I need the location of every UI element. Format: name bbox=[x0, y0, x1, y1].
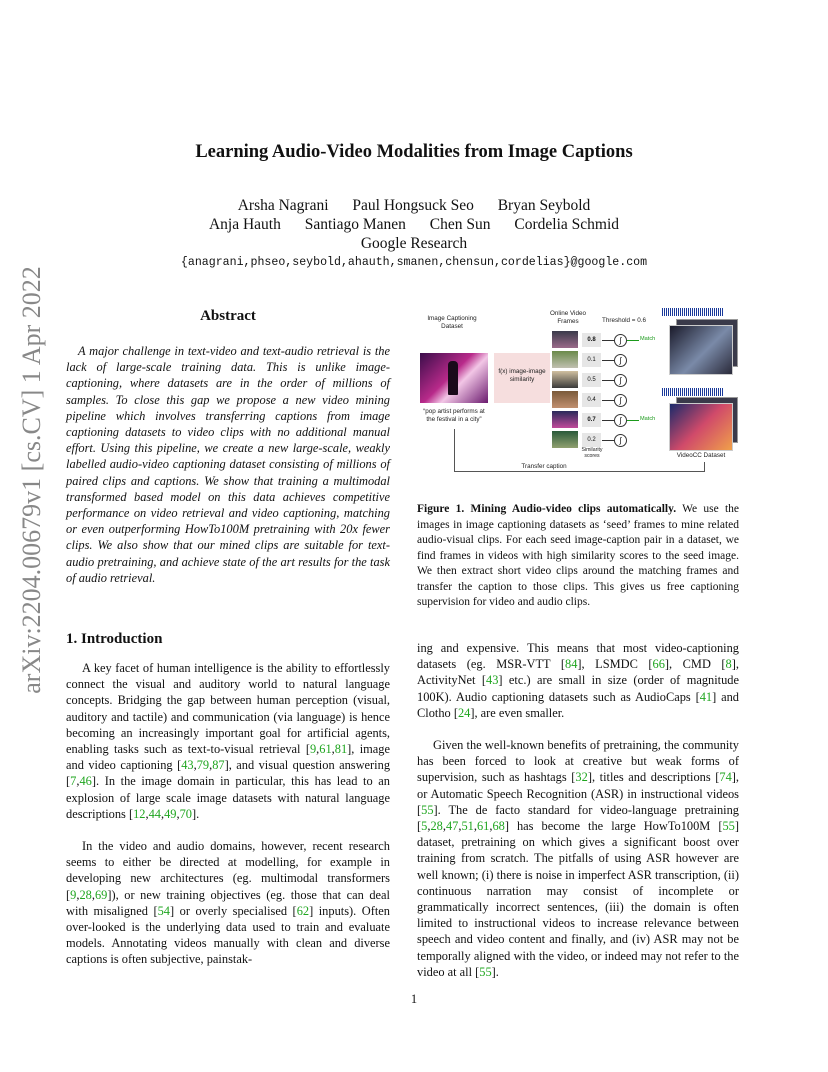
seed-caption: “pop artist performs at the festival in a city” bbox=[423, 408, 485, 423]
arrow-icon bbox=[602, 400, 614, 401]
intro-paragraph-4: Given the well-known benefits of pretraining, the community has been forced to look at creative but weak forms of supervision, such as hashtags [32], titles and descriptions [74], or Automatic Speech Recognition (ASR) in instructional videos [55]. The de facto standard for video-language pretraining [5,28,47,51,61,68] has become the large HowTo100M [55] dataset, pretraining on which gives a significant boost over training from scratch. The pitfalls of using ASR however are well known; (i) there is noise in imperfect ASR transcription, (ii) continuous narration may consist of incomplete or grammatically incorrect sentences, (iii) the domain is often limited to instructional videos to increase relevance between speech and video content and finally, and (iv) ASR may not be temporally aligned with the video, or indeed may not refer to the video at all [55]. bbox=[417, 738, 739, 979]
threshold-icon: ∫ bbox=[614, 334, 627, 347]
figure-title: Mining Audio-video clips automatically. bbox=[470, 503, 677, 515]
audio-waveform-icon bbox=[662, 388, 724, 396]
citation-link[interactable]: 68 bbox=[492, 819, 505, 834]
figure-label-frames: Online Video Frames bbox=[550, 310, 586, 325]
similarity-function-label: f(x) image-image similarity bbox=[498, 368, 546, 383]
videocc-label: VideoCC Dataset bbox=[676, 452, 726, 459]
seed-image bbox=[420, 353, 488, 403]
affiliation: Google Research bbox=[360, 235, 468, 252]
arrow-icon bbox=[602, 340, 614, 341]
citation-link[interactable]: 43 bbox=[486, 673, 499, 688]
similarity-score: 0.7 bbox=[582, 413, 601, 427]
citation-link[interactable]: 9 bbox=[309, 742, 317, 757]
citation-link[interactable]: 32 bbox=[575, 770, 588, 785]
author-name: Arsha Nagrani bbox=[237, 197, 329, 214]
author-name: Cordelia Schmid bbox=[514, 216, 620, 233]
citation-link[interactable]: 55 bbox=[479, 964, 492, 979]
citation-link[interactable]: 79 bbox=[196, 758, 210, 773]
citation-link[interactable]: 84 bbox=[565, 657, 578, 672]
arrow-icon bbox=[602, 440, 614, 441]
author-name: Santiago Manen bbox=[304, 216, 406, 233]
match-label: Match bbox=[640, 416, 656, 422]
citation-link[interactable]: 8 bbox=[725, 657, 732, 672]
citation-link[interactable]: 69 bbox=[94, 887, 108, 902]
citation-link[interactable]: 43 bbox=[181, 758, 194, 773]
arxiv-identifier: arXiv:2204.00679v1 [cs.CV] 1 Apr 2022 bbox=[17, 266, 46, 694]
video-clip-frame bbox=[669, 403, 733, 451]
audio-waveform-icon bbox=[662, 308, 724, 316]
citation-link[interactable]: 5 bbox=[421, 819, 428, 834]
paper-title: Learning Audio-Video Modalities from Image Captions bbox=[195, 142, 633, 162]
arrow-icon bbox=[602, 420, 614, 421]
author-list-line-1 bbox=[0, 196, 828, 215]
citation-link[interactable]: 47 bbox=[445, 819, 459, 834]
abstract-heading: Abstract bbox=[200, 308, 256, 324]
citation-link[interactable]: 70 bbox=[179, 806, 192, 821]
citation-link[interactable]: 61 bbox=[476, 819, 490, 834]
threshold-icon: ∫ bbox=[614, 374, 627, 387]
author-name: Bryan Seybold bbox=[497, 197, 591, 214]
citation-link[interactable]: 24 bbox=[457, 705, 471, 720]
figure-label-threshold: Threshold = 0.6 bbox=[602, 317, 646, 324]
video-frame-thumbnail bbox=[552, 431, 578, 448]
video-frame-thumbnail bbox=[552, 411, 578, 428]
citation-link[interactable]: 9 bbox=[70, 887, 77, 902]
author-emails: {anagrani,phseo,seybold,ahauth,smanen,chensun,cordelias}@google.com bbox=[180, 256, 648, 269]
match-arrow-icon bbox=[627, 420, 639, 421]
video-frame-thumbnail bbox=[552, 351, 578, 368]
match-arrow-icon bbox=[627, 340, 639, 341]
figure-1-diagram bbox=[414, 305, 744, 477]
threshold-icon: ∫ bbox=[614, 354, 627, 367]
intro-paragraph-2: In the video and audio domains, however, recent research seems to either be directed at modelling, for example in developing new architectures (eg. multimodal transformers [9,28,69]), or new training objectives (eg. those that can deal with misaligned [54] or overly specialised [62] inputs). Often over-looked is the underlying data used to train and evaluate models. Annotating videos manually with clean and diverse captions is often subjective, painstak- bbox=[66, 839, 390, 967]
author-name: Anja Hauth bbox=[208, 216, 281, 233]
citation-link[interactable]: 61 bbox=[319, 742, 332, 757]
arrow-icon bbox=[602, 360, 614, 361]
similarity-score: 0.2 bbox=[582, 433, 601, 447]
figure-label-dataset: Image Captioning Dataset bbox=[427, 315, 477, 330]
figure-label: Figure 1. bbox=[417, 503, 465, 515]
citation-link[interactable]: 44 bbox=[148, 806, 161, 821]
transfer-caption-label: Transfer caption bbox=[521, 463, 567, 470]
citation-link[interactable]: 55 bbox=[722, 819, 735, 834]
similarity-score: 0.4 bbox=[582, 393, 601, 407]
arxiv-sidebar bbox=[16, 266, 48, 694]
similarity-scores-label: Similarity scores bbox=[581, 447, 603, 459]
intro-paragraph-1: A key facet of human intelligence is the ability to effortlessly connect the visual and auditory world to natural language concepts. Bridging the gap between human perception (visual, auditory and tactile) and communication (via language) is hence becoming an increasingly important goal for artificial agents, enabling tasks such as text-to-visual retrieval [9,61,81], image and video captioning [43,79,87], and visual question answering [7,46]. In the image domain in particular, this has lead to an explosion of large scale image datasets with natural language descriptions [12,44,49,70]. bbox=[66, 661, 391, 821]
citation-link[interactable]: 12 bbox=[133, 806, 146, 821]
citation-link[interactable]: 54 bbox=[157, 903, 170, 918]
citation-link[interactable]: 41 bbox=[699, 689, 713, 704]
intro-paragraph-3: ing and expensive. This means that most video-captioning datasets (eg. MSR-VTT [84], LSMDC [66], CMD [8], ActivityNet [43] etc.) are small in size (order of magnitude 100K). Audio captioning datasets such as AudioCaps [41] and Clotho [24], are even smaller. bbox=[417, 641, 739, 720]
video-frame-thumbnail bbox=[552, 331, 578, 348]
similarity-score: 0.5 bbox=[582, 373, 601, 387]
video-clip-frame bbox=[669, 325, 733, 375]
author-name: Paul Hongsuck Seo bbox=[352, 197, 474, 214]
introduction-heading: 1. Introduction bbox=[66, 631, 163, 647]
transfer-line bbox=[704, 462, 705, 472]
page-number: 1 bbox=[410, 992, 418, 1006]
abstract-body: A major challenge in text-video and text-audio retrieval is the lack of large-scale training data. This is unlike image-captioning, where datasets are in the order of millions of samples. To close this gap we propose a new video mining pipeline which involves transferring captions from image captioning datasets to video clips with no additional manual effort. Using this pipeline, we create a new large-scale, weakly labelled audio-video captioning dataset consisting of millions of paired clips and captions. We show that training a multimodal transformed based model on this data achieves competitive performance on video retrieval and video captioning, matching or even outperforming HowTo100M pretraining with 20x fewer clips. We also show that our mined clips are suitable for text-audio pretraining, and achieve state of the art results for the task of audio retrieval. bbox=[66, 344, 390, 585]
author-list-line-2 bbox=[0, 215, 828, 234]
citation-link[interactable]: 62 bbox=[296, 903, 310, 918]
similarity-score: 0.8 bbox=[582, 333, 601, 347]
video-frame-thumbnail bbox=[552, 371, 578, 388]
citation-link[interactable]: 74 bbox=[719, 770, 732, 785]
threshold-icon: ∫ bbox=[614, 394, 627, 407]
threshold-icon: ∫ bbox=[614, 434, 627, 447]
citation-link[interactable]: 46 bbox=[79, 774, 92, 789]
citation-link[interactable]: 28 bbox=[430, 819, 443, 834]
citation-link[interactable]: 66 bbox=[652, 657, 665, 672]
citation-link[interactable]: 7 bbox=[70, 774, 77, 789]
similarity-score: 0.1 bbox=[582, 353, 601, 367]
video-frame-thumbnail bbox=[552, 391, 578, 408]
citation-link[interactable]: 51 bbox=[461, 819, 474, 834]
citation-link[interactable]: 87 bbox=[212, 758, 225, 773]
citation-link[interactable]: 81 bbox=[334, 742, 348, 757]
transfer-line bbox=[454, 471, 704, 472]
figure-caption-text: We use the images in image captioning datasets as ‘seed’ frames to mine related audio-visual clips. For each seed image-caption pair in a dataset, we find frames in videos with high similarity scores to the seed image. We then extract short video clips around the matching frames and transfer the caption to those clips. This gives us free captioning supervision for video and audio clips. bbox=[417, 503, 739, 608]
threshold-icon: ∫ bbox=[614, 414, 627, 427]
performer-silhouette bbox=[448, 361, 458, 395]
arrow-icon bbox=[602, 380, 614, 381]
match-label: Match bbox=[640, 336, 656, 342]
citation-link[interactable]: 28 bbox=[79, 887, 92, 902]
citation-link[interactable]: 55 bbox=[421, 802, 434, 817]
transfer-line bbox=[454, 429, 455, 471]
figure-1-caption bbox=[417, 502, 739, 611]
author-name: Chen Sun bbox=[429, 216, 491, 233]
citation-link[interactable]: 49 bbox=[164, 806, 177, 821]
